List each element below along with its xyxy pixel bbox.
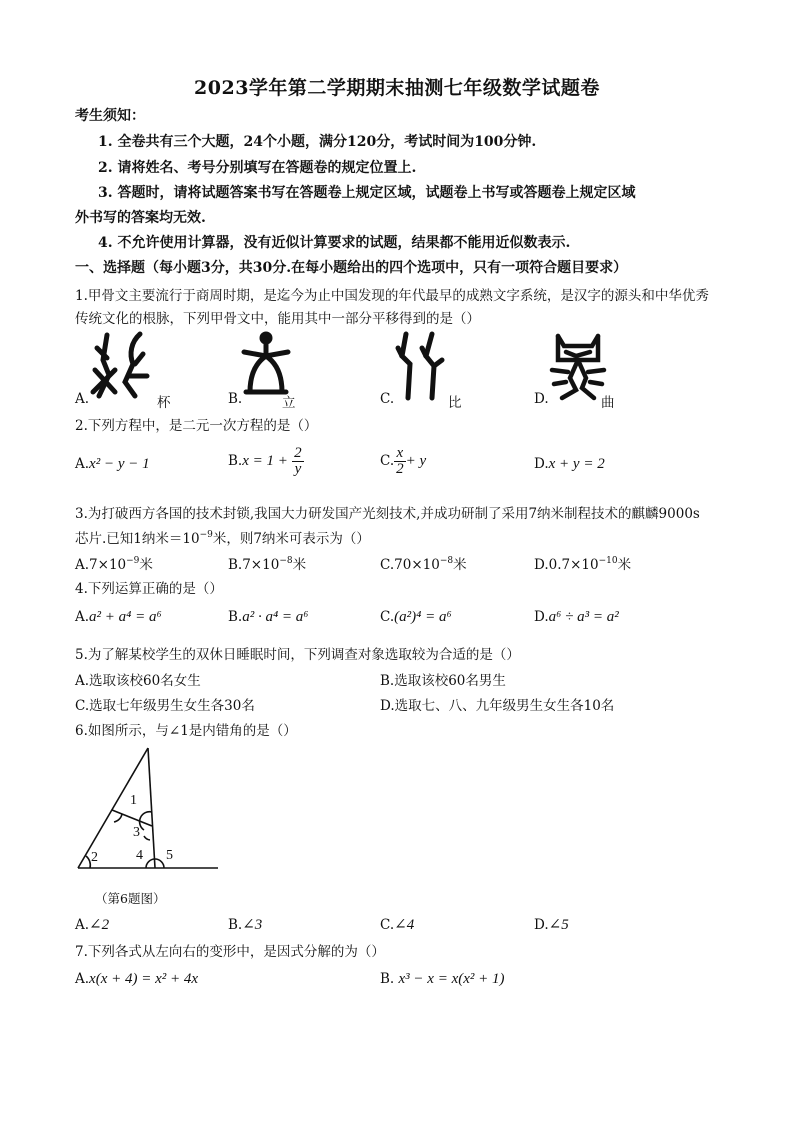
option-expression: 7×10: [89, 557, 127, 573]
option-d: [534, 456, 605, 473]
option-label: A.: [75, 456, 90, 472]
question-stem: 6.如图所示，与∠1是内错角的是（）: [75, 723, 297, 739]
oracle-glyph-c-image: [392, 330, 452, 402]
option-label: D.: [534, 609, 549, 625]
notice-item: 3. 答题时，请将试题答案书写在答题卷上规定区域，试题卷上书写或答题卷上规定区域: [98, 185, 636, 201]
fraction-numerator: x: [394, 446, 406, 462]
option-expression: a² + a⁴ = a⁶: [89, 609, 162, 625]
question-stem: 传统文化的根脉，下列甲骨文中，能用其中一部分平移得到的是（）: [75, 311, 480, 327]
option-b: B.选取该校60名男生: [380, 673, 506, 689]
exponent: −8: [279, 556, 293, 566]
option-expression: (a²)⁴ = a⁶: [394, 609, 452, 625]
option-expression: + y: [405, 453, 427, 469]
option-a: [75, 971, 198, 988]
exponent: −10: [598, 556, 618, 566]
option-b: [228, 609, 309, 626]
fraction-denominator: y: [294, 461, 302, 477]
option-expression: 70×10: [394, 557, 440, 573]
option-a: [75, 553, 153, 573]
question-stem: 3.为打破西方各国的技术封锁,我国大力研发国产光刻技术,并成功研制了采用7纳米制程技术的麒麟9000s: [75, 506, 700, 522]
question-stem: 1.甲骨文主要流行于商周时期，是迄今为止中国发现的年代最早的成熟文字系统，是汉字的源头和中华优秀: [75, 288, 709, 304]
option-expression: ∠5: [548, 917, 569, 933]
exponent: −9: [199, 530, 213, 540]
angle-label: 2: [91, 850, 98, 865]
stem-text: 米，则7纳米可表示为（）: [212, 531, 370, 547]
notice-item: 4. 不允许使用计算器，没有近似计算要求的试题，结果都不能用近似数表示.: [98, 235, 571, 251]
option-label: D.: [534, 557, 549, 573]
option-expression: ∠3: [242, 917, 263, 933]
option-b: [380, 971, 505, 988]
option-c: C.选取七年级男生女生各30名: [75, 698, 255, 714]
option-expression: x(x + 4) = x² + 4x: [89, 971, 199, 987]
option-label: B.: [228, 609, 243, 625]
option-expression: 0.7×10: [548, 557, 599, 573]
option-expression: x = 1 +: [242, 453, 288, 469]
angle-label: 5: [166, 848, 173, 863]
option-unit: 米: [453, 557, 467, 573]
section-heading: 一、选择题（每小题3分，共30分.在每小题给出的四个选项中，只有一项符合题目要求）: [75, 260, 628, 276]
option-char: 比: [448, 395, 462, 411]
option-d: [534, 915, 569, 934]
option-label: B.: [228, 391, 243, 407]
option-expression: a⁶ ÷ a³ = a²: [548, 609, 619, 625]
option-label: B.: [228, 917, 243, 933]
option-d: [534, 553, 631, 573]
option-label: C.: [380, 391, 395, 407]
angle-label: 1: [130, 793, 137, 808]
question-stem: 7.下列各式从左向右的变形中，是因式分解的为（）: [75, 944, 385, 960]
option-label: A.: [75, 557, 90, 573]
notice-heading: 考生须知：: [75, 108, 145, 124]
option-label: C.: [380, 557, 395, 573]
option-char: 曲: [601, 395, 615, 411]
fraction-numerator: 2: [294, 445, 302, 461]
option-b: [228, 915, 262, 934]
option-a: A.选取该校60名女生: [75, 673, 201, 689]
oracle-glyph-b-image: [236, 330, 296, 400]
question-stem: 2.下列方程中，是二元一次方程的是（）: [75, 418, 318, 434]
figure-caption: （第6题图）: [95, 891, 166, 906]
option-a: [75, 609, 162, 626]
geometry-figure: [72, 744, 222, 874]
option-label: B.: [228, 557, 243, 573]
fraction: [292, 446, 304, 477]
page-title: 2023学年第二学期期末抽测七年级数学试题卷: [194, 77, 600, 99]
option-label: A.: [75, 917, 90, 933]
option-unit: 米: [139, 557, 153, 573]
option-char: 立: [282, 395, 296, 411]
option-d: D.选取七、八、九年级男生女生各10名: [380, 698, 615, 714]
option-d: [534, 609, 619, 626]
question-stem: 5.为了解某校学生的双休日睡眠时间，下列调查对象选取较为合适的是（）: [75, 647, 520, 663]
option-label: D.: [534, 917, 549, 933]
option-expression: 7×10: [242, 557, 280, 573]
question-stem: 4.下列运算正确的是（）: [75, 581, 223, 597]
option-expression: x + y = 2: [548, 456, 605, 472]
option-expression: ∠2: [89, 917, 110, 933]
exponent: −9: [126, 556, 140, 566]
option-label: A.: [75, 971, 90, 987]
option-a: [75, 915, 109, 934]
option-unit: 米: [292, 557, 307, 573]
option-c: [380, 915, 414, 934]
option-char: 杯: [157, 395, 171, 411]
option-label: C.: [380, 917, 395, 933]
option-label: D.: [534, 456, 549, 472]
option-expression: a² · a⁴ = a⁶: [242, 609, 309, 625]
option-expression: ∠4: [394, 917, 415, 933]
option-c: [380, 553, 467, 573]
option-label: A.: [75, 609, 90, 625]
oracle-glyph-a-image: [85, 330, 165, 400]
option-unit: 米: [617, 557, 632, 573]
notice-item: 1. 全卷共有三个大题，24个小题，满分120分，考试时间为100分钟.: [98, 134, 537, 150]
option-expression: x³ − x = x(x² + 1): [398, 971, 505, 987]
fraction: [394, 446, 406, 477]
angle-label: 3: [133, 825, 140, 840]
option-label: C.: [380, 609, 395, 625]
option-label: C.: [380, 453, 395, 469]
stem-text: 芯片.已知1纳米＝10: [75, 531, 200, 547]
question-stem: [75, 527, 370, 547]
option-label: B.: [228, 453, 243, 469]
exponent: −8: [439, 556, 454, 566]
notice-item: 2. 请将姓名、考号分别填写在答题卷的规定位置上.: [98, 160, 417, 176]
option-b: [228, 446, 304, 477]
option-c: [380, 446, 426, 477]
notice-item: 外书写的答案均无效.: [75, 210, 206, 226]
option-label: B.: [380, 971, 395, 987]
angle-label: 4: [136, 848, 143, 863]
option-b: [228, 553, 306, 573]
fraction-denominator: 2: [396, 461, 404, 477]
option-label: D.: [534, 391, 549, 407]
option-expression: x² − y − 1: [89, 456, 150, 472]
option-c: [380, 609, 452, 626]
option-label: A.: [75, 391, 90, 407]
option-a: [75, 456, 150, 473]
